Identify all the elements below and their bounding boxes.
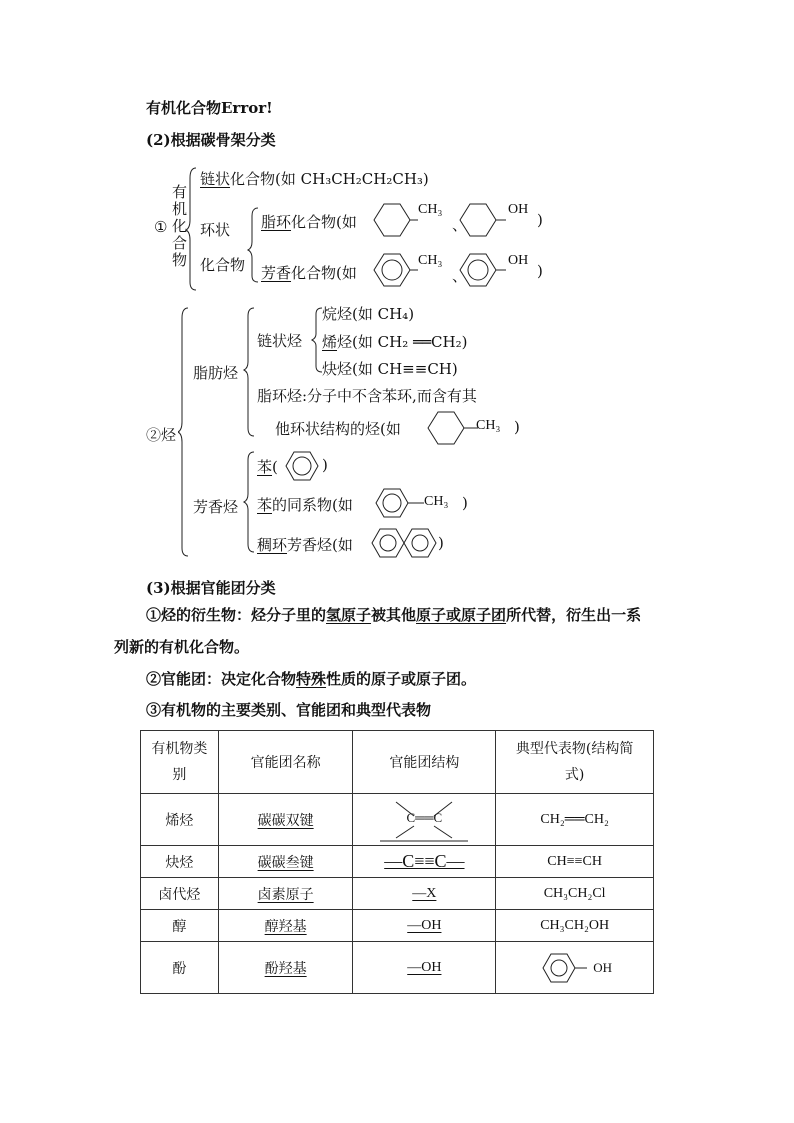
homolog-rest: 的同系物(如	[272, 496, 353, 514]
cell-group-name	[218, 794, 353, 846]
aromatic-oh-label: OH	[508, 253, 529, 268]
alicyclic-hc-line2: 他环状结构的烃(如	[275, 420, 401, 438]
tree1-prefix: ①	[154, 218, 168, 236]
alkyne-line: 炔烃(如 CH≡≡CH)	[322, 360, 458, 378]
cyclohexanol-structure	[454, 199, 514, 241]
aliphatic-label: 脂肪烃	[193, 364, 239, 382]
cell-category: 炔烃	[141, 846, 219, 878]
benzene-keyword: 苯	[257, 458, 273, 476]
chain-keyword: 链状	[200, 170, 231, 188]
homolog-line	[257, 494, 353, 515]
fused-close: )	[438, 534, 444, 552]
cell-example	[496, 794, 654, 846]
alkene-line	[322, 331, 467, 352]
table-row	[141, 794, 654, 846]
table-row	[141, 878, 654, 910]
tree1-chain	[200, 168, 429, 189]
table-row	[141, 910, 654, 942]
benzene-open: (	[272, 458, 278, 476]
p2-special: 特殊	[296, 670, 327, 688]
hydroxyl-group-text: —OH	[407, 917, 442, 933]
cell-group-structure	[353, 846, 496, 878]
cell-group-name	[218, 846, 353, 878]
section-heading-functional-group: (3)根据官能团分类	[146, 579, 276, 597]
group-name-text: 卤素原子	[257, 886, 314, 903]
example-text: CH₂══CH₂	[540, 811, 609, 827]
alicyclic-suffix: 化合物(如	[291, 213, 357, 231]
alicyclic-ch3-label: CH₃	[418, 202, 443, 217]
alkene-keyword: 烯	[322, 333, 338, 351]
cell-group-name	[218, 878, 353, 910]
alkane-line: 烷烃(如 CH₄)	[322, 305, 415, 323]
chain-hydrocarbon-label: 链状烃	[257, 332, 303, 350]
benzene-structure	[282, 448, 326, 484]
alicyclic-oh-label: OH	[508, 202, 529, 217]
cell-group-name	[218, 910, 353, 942]
alicyclic-hc-line1: 脂环烃:分子中不含苯环,而含有其	[257, 387, 477, 405]
hydrocarbon-root: ②烃	[146, 426, 177, 444]
fused-keyword: 稠环	[257, 536, 288, 554]
phenol-oh-label: OH	[593, 959, 613, 975]
section-heading-carbon-skeleton: (2)根据碳骨架分类	[146, 131, 276, 149]
aromatic-separator: 、	[452, 267, 468, 285]
cell-example	[496, 878, 654, 910]
p1-text-c: 被其他	[371, 606, 417, 624]
cell-group-name	[218, 942, 353, 994]
p1-text-e: 所代替，衍生出一系	[506, 606, 642, 624]
example-text: CH≡≡CH	[547, 853, 602, 869]
p1-text-a: ①烃的衍生物：烃分子里的	[146, 606, 327, 624]
alicyclic-hc-close: )	[514, 418, 520, 436]
cell-example	[496, 910, 654, 942]
paragraph-derivatives-cont: 列新的有机化合物。	[114, 638, 250, 656]
toluene-hc-structure	[372, 485, 432, 521]
aromatic-ch3-label: CH₃	[418, 253, 443, 268]
alicyclic-keyword: 脂环	[261, 213, 292, 231]
p2-text-a: ②官能团：决定化合物	[146, 670, 297, 688]
group-name-text: 酚羟基	[264, 960, 307, 977]
paragraph-derivatives	[146, 600, 676, 631]
aromatic-hc-label: 芳香烃	[193, 498, 239, 516]
group-name-text: 碳碳叁键	[257, 854, 314, 871]
group-name-text: 醇羟基	[264, 918, 307, 935]
group-name-text: 碳碳双键	[257, 812, 314, 829]
chain-suffix: 化合物(如 CH₃CH₂CH₂CH₃)	[230, 170, 429, 188]
header-category: 有机物类别	[141, 731, 219, 794]
p2-text-c: 性质的原子或原子团。	[326, 670, 477, 688]
cell-category: 醇	[141, 910, 219, 942]
halogen-group-text: —X	[412, 885, 437, 901]
alkene-group-text: C══C	[406, 810, 443, 825]
example-text: CH₃CH₂Cl	[543, 885, 606, 901]
header-group-structure: 官能团结构	[353, 731, 496, 794]
alicyclic-close: )	[537, 211, 543, 229]
aromatic-line	[261, 262, 357, 283]
header-example: 典型代表物(结构简式)	[496, 731, 654, 794]
table-row	[141, 942, 654, 994]
phenol-example-structure	[537, 948, 597, 988]
cell-group-structure	[353, 794, 496, 846]
tree1-root-label: 有机化合物	[172, 183, 188, 269]
cell-example	[496, 942, 654, 994]
fused-line	[257, 534, 353, 555]
functional-group-table	[140, 730, 654, 994]
example-text: CH₃CH₂OH	[540, 917, 610, 933]
cell-group-structure	[353, 910, 496, 942]
table-row	[141, 846, 654, 878]
benzene-close: )	[322, 456, 328, 474]
ring-label-2: 化合物	[200, 256, 246, 274]
alicyclic-line	[261, 211, 357, 232]
aromatic-suffix: 化合物(如	[291, 264, 357, 282]
cell-group-structure	[353, 878, 496, 910]
alicyclic-separator: 、	[452, 216, 468, 234]
paragraph-functional-group	[146, 664, 476, 695]
aromatic-keyword: 芳香	[261, 264, 292, 282]
alkyne-group-text: —C≡≡C—	[384, 851, 465, 871]
naphthalene-structure	[368, 523, 440, 563]
alkene-rest: 烃(如 CH₂ ══CH₂)	[337, 333, 468, 351]
p1-atom-or-group: 原子或原子团	[416, 606, 507, 624]
aromatic-close: )	[537, 262, 543, 280]
page-title: 有机化合物Error!	[146, 99, 273, 117]
homolog-close: )	[462, 494, 468, 512]
cell-group-structure	[353, 942, 496, 994]
cell-category: 烯烃	[141, 794, 219, 846]
ring-label: 环状	[200, 221, 231, 239]
benzene-line	[257, 456, 278, 477]
fused-rest: 芳香烃(如	[287, 536, 353, 554]
cell-example	[496, 846, 654, 878]
table-header-row	[141, 731, 654, 794]
homolog-keyword: 苯	[257, 496, 273, 514]
cell-category: 卤代烃	[141, 878, 219, 910]
header-group-name: 官能团名称	[218, 731, 353, 794]
alicyclic-hc-ch3: CH₃	[476, 418, 501, 433]
paragraph-table-intro: ③有机物的主要类别、官能团和典型代表物	[146, 701, 432, 719]
phenol-structure-tree	[454, 249, 514, 291]
homolog-ch3: CH₃	[424, 494, 449, 509]
phenol-hydroxyl-text: —OH	[407, 959, 442, 975]
cell-category: 酚	[141, 942, 219, 994]
p1-hydrogen-atom: 氢原子	[326, 606, 372, 624]
